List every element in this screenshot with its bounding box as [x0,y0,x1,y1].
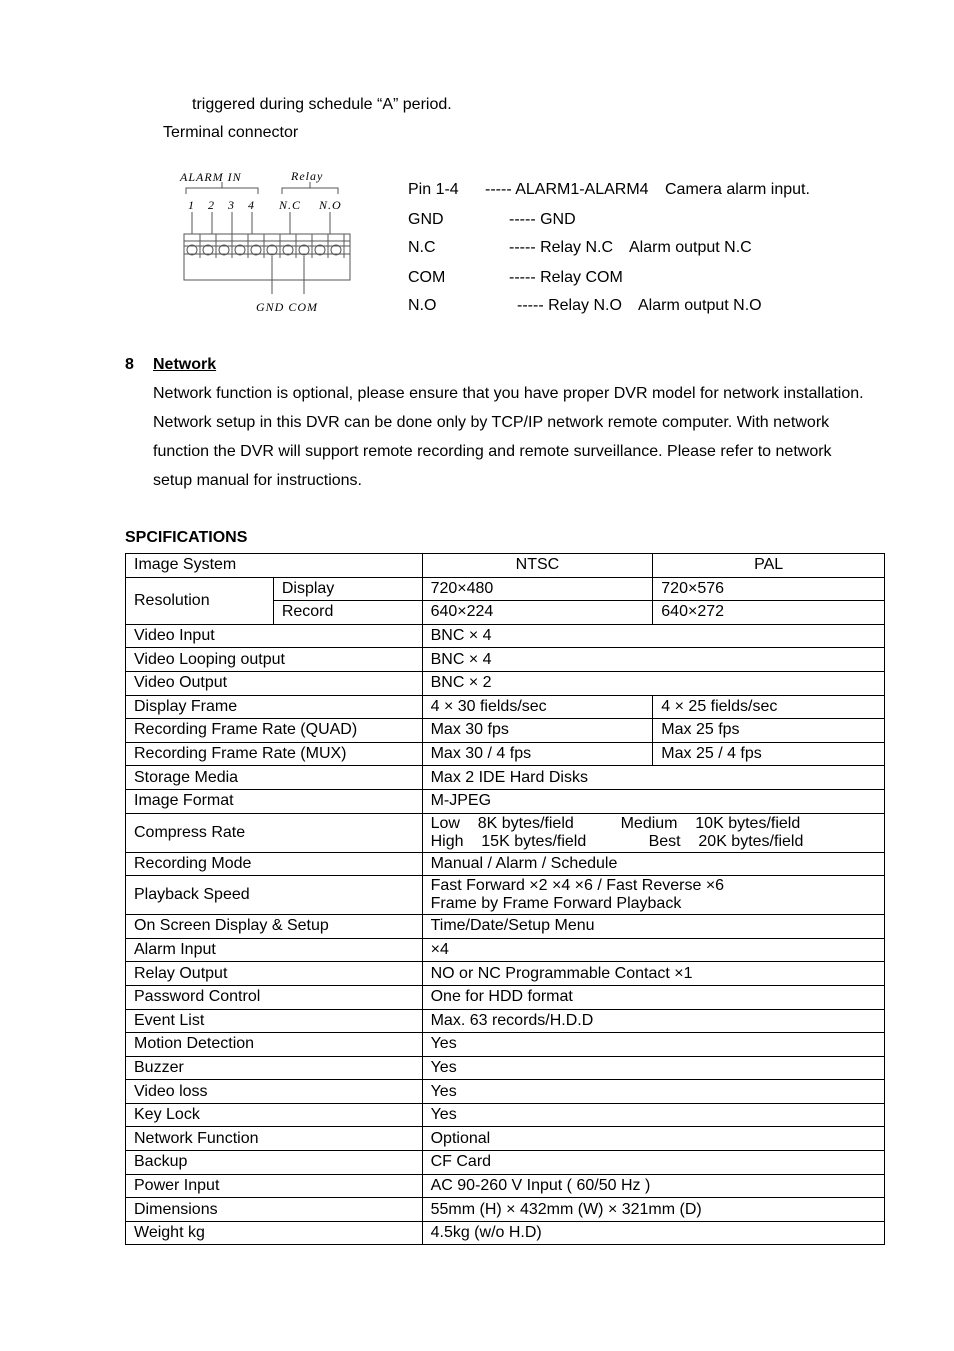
table-cell: Power Input [126,1174,423,1198]
compress-low: Low 8K bytes/field [430,814,574,832]
table-cell: Yes [422,1103,884,1127]
table-row [126,1221,885,1245]
diagram-pin-no: N.O [319,198,342,212]
table-cell: Recording Frame Rate (MUX) [126,742,423,766]
table-cell: Relay Output [126,962,423,986]
table-row [126,985,885,1009]
specifications-heading: SPCIFICATIONS [125,529,248,546]
table-cell: 640×224 [422,601,653,625]
table-row [126,1103,885,1127]
table-row [126,766,885,790]
table-cell: Max 25 fps [653,719,885,743]
table-cell: Display Frame [126,695,423,719]
diagram-label-alarm-in: ALARM IN [180,170,242,184]
table-cell: 720×480 [422,577,653,601]
diagram-pin-nc: N.C [279,198,302,212]
table-cell: Max 30 / 4 fps [422,742,653,766]
pin-desc: ----- Relay N.C [509,239,613,256]
specifications-table [125,553,885,1245]
diagram-pin-1: 1 [188,198,195,212]
table-row [126,1080,885,1104]
table-cell: Display [273,577,422,601]
terminal-connector-heading: Terminal connector [163,124,299,141]
table-cell: Video Input [126,624,423,648]
table-cell: Max. 63 records/H.D.D [422,1009,884,1033]
table-cell: Max 30 fps [422,719,653,743]
pin-name: N.C [408,239,436,256]
table-cell: Yes [422,1033,884,1057]
table-row [126,648,885,672]
table-row [126,876,885,915]
table-cell: NO or NC Programmable Contact ×1 [422,962,884,986]
pin-name: GND [408,211,444,228]
table-cell: Image Format [126,789,423,813]
table-cell: One for HDD format [422,985,884,1009]
table-cell: Network Function [126,1127,423,1151]
table-row [126,789,885,813]
table-cell: 4 × 25 fields/sec [653,695,885,719]
table-row [126,624,885,648]
table-row [126,1151,885,1175]
table-row [126,962,885,986]
playback-line: Fast Forward ×2 ×4 ×6 / Fast Reverse ×6 [430,877,725,895]
table-cell: Optional [422,1127,884,1151]
table-cell: 640×272 [653,601,885,625]
pin-desc: ----- ALARM1-ALARM4 [485,181,649,198]
table-cell: BNC × 4 [422,624,884,648]
diagram-pin-3: 3 [228,198,235,212]
terminal-connector-diagram [178,168,358,318]
table-cell: Yes [422,1080,884,1104]
table-row [126,915,885,939]
diagram-label-gnd-com: GND COM [256,300,319,314]
table-cell: Event List [126,1009,423,1033]
table-cell: Recording Mode [126,852,423,876]
table-cell: Weight kg [126,1221,423,1245]
table-cell: Video Output [126,671,423,695]
table-row [126,1009,885,1033]
table-cell: Video loss [126,1080,423,1104]
section-number: 8 [125,356,134,373]
compress-best: Best 20K bytes/field [648,832,804,850]
table-cell: 55mm (H) × 432mm (W) × 321mm (D) [422,1198,884,1222]
pin-name: Pin 1-4 [408,181,459,198]
table-cell: Yes [422,1056,884,1080]
table-header-cell: NTSC [422,554,653,578]
table-cell: AC 90-260 V Input ( 60/50 Hz ) [422,1174,884,1198]
table-cell: 4.5kg (w/o H.D) [422,1221,884,1245]
table-row [126,1127,885,1151]
compress-medium: Medium 10K bytes/field [620,814,801,832]
table-row [126,742,885,766]
table-row [126,1033,885,1057]
table-cell: Manual / Alarm / Schedule [422,852,884,876]
table-cell: Image System [126,554,423,578]
pin-note: Alarm output N.C [629,239,752,256]
pin-note: Alarm output N.O [638,297,762,314]
compress-high: High 15K bytes/field [430,832,587,850]
intro-line: triggered during schedule “A” period. [192,96,452,113]
table-row [126,852,885,876]
table-cell [422,876,884,915]
table-cell: Time/Date/Setup Menu [422,915,884,939]
table-cell: Compress Rate [126,813,423,852]
pin-name: COM [408,269,446,286]
table-cell: Key Lock [126,1103,423,1127]
paragraph-line: setup manual for instructions. [153,472,362,489]
table-cell: 720×576 [653,577,885,601]
table-cell: 4 × 30 fields/sec [422,695,653,719]
table-row [126,554,885,578]
table-cell: Motion Detection [126,1033,423,1057]
table-cell: Record [273,601,422,625]
table-cell: Password Control [126,985,423,1009]
table-cell: Playback Speed [126,876,423,915]
pin-desc: ----- GND [509,211,576,228]
compress-line [431,815,884,833]
paragraph-line: function the DVR will support remote recording and remote surveillance. Please refer to network [153,443,832,460]
diagram-pin-4: 4 [248,198,255,212]
table-cell: BNC × 4 [422,648,884,672]
network-paragraph [153,379,883,495]
table-cell: Dimensions [126,1198,423,1222]
table-header-cell: PAL [653,554,885,578]
table-row [126,813,885,852]
pin-name: N.O [408,297,437,314]
table-row [126,1056,885,1080]
table-cell: CF Card [422,1151,884,1175]
table-cell: Resolution [126,577,274,624]
table-row [126,695,885,719]
table-cell: Recording Frame Rate (QUAD) [126,719,423,743]
table-cell: Video Looping output [126,648,423,672]
section-title: Network [153,356,217,373]
pin-desc: ----- Relay COM [509,269,623,286]
table-row [126,1174,885,1198]
paragraph-line: Network function is optional, please ensure that you have proper DVR model for network installation. [153,385,864,402]
table-cell: ×4 [422,938,884,962]
table-row [126,577,885,601]
terminal-block-drawing [178,168,358,318]
table-row [126,1198,885,1222]
table-cell: BNC × 2 [422,671,884,695]
table-cell: Max 25 / 4 fps [653,742,885,766]
compress-line [431,833,884,851]
pin-note: Camera alarm input. [665,181,810,198]
table-cell [422,813,884,852]
table-row [126,719,885,743]
table-cell: Alarm Input [126,938,423,962]
paragraph-line: Network setup in this DVR can be done only by TCP/IP network remote computer. With network [153,414,830,431]
playback-line: Frame by Frame Forward Playback [430,895,682,913]
table-cell: Buzzer [126,1056,423,1080]
table-cell: M-JPEG [422,789,884,813]
table-row [126,938,885,962]
table-cell: Storage Media [126,766,423,790]
diagram-label-relay: Relay [291,169,324,183]
table-cell: Backup [126,1151,423,1175]
pin-desc: ----- Relay N.O [517,297,622,314]
table-cell: Max 2 IDE Hard Disks [422,766,884,790]
table-row [126,671,885,695]
table-cell: On Screen Display & Setup [126,915,423,939]
diagram-pin-2: 2 [208,198,215,212]
